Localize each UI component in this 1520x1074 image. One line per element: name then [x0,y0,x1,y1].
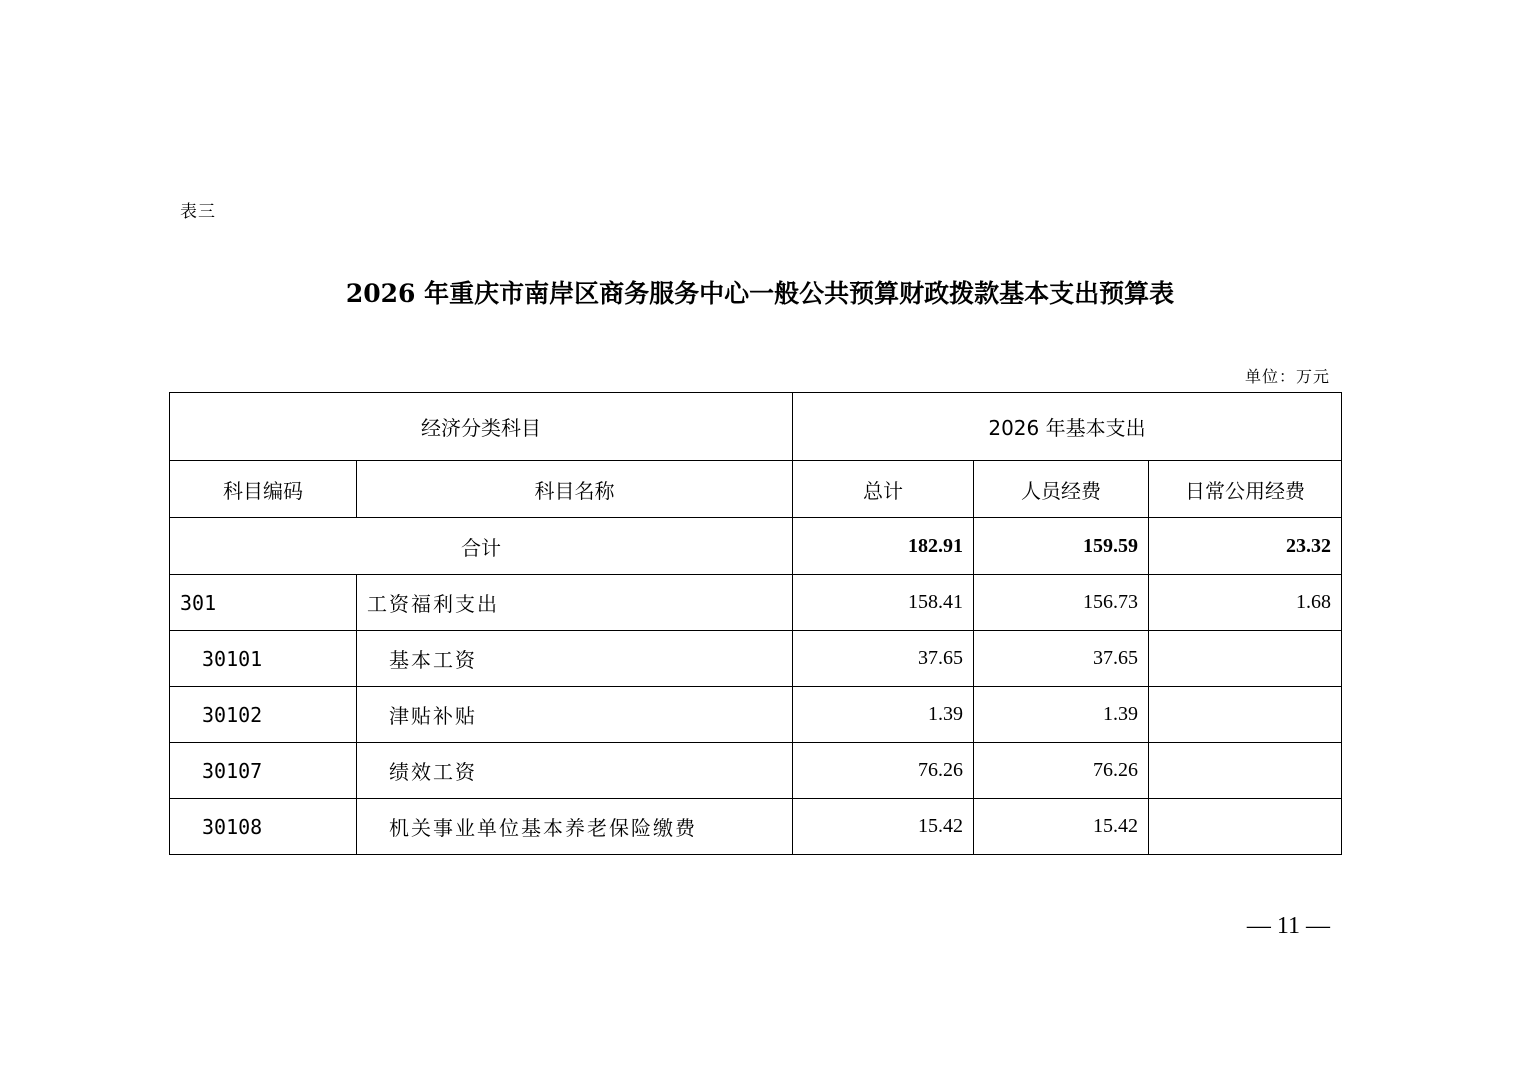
row-name: 津贴补贴 [357,687,793,743]
unit-label: 单位：万元 [1244,367,1330,386]
row-personnel: 76.26 [974,743,1149,799]
summary-personnel: 159.59 [974,518,1149,575]
row-code: 30102 [170,687,357,743]
row-public: 1.68 [1149,575,1342,631]
row-public [1149,687,1342,743]
row-total: 1.39 [793,687,974,743]
table-row [170,575,1342,631]
row-code: 30101 [170,631,357,687]
header-total: 总计 [793,461,974,518]
header-name: 科目名称 [357,461,793,518]
row-code: 30108 [170,799,357,855]
row-total: 76.26 [793,743,974,799]
header-basic-group: 2026 年基本支出 [793,393,1342,461]
table-label: 表三 [180,202,216,222]
header-public: 日常公用经费 [1149,461,1342,518]
header-personnel: 人员经费 [974,461,1149,518]
summary-public: 23.32 [1149,518,1342,575]
row-public [1149,743,1342,799]
page-title: 2026 年重庆市南岸区商务服务中心一般公共预算财政拨款基本支出预算表 [345,279,1175,308]
row-name: 绩效工资 [357,743,793,799]
row-public [1149,799,1342,855]
row-total: 15.42 [793,799,974,855]
table-row [170,799,1342,855]
row-total: 37.65 [793,631,974,687]
header-code: 科目编码 [170,461,357,518]
header-row-group [170,393,1342,461]
row-code: 30107 [170,743,357,799]
table-row [170,743,1342,799]
summary-row [170,518,1342,575]
row-personnel: 1.39 [974,687,1149,743]
header-econ-group: 经济分类科目 [170,393,793,461]
row-name: 工资福利支出 [357,575,793,631]
row-code: 301 [170,575,357,631]
row-name: 机关事业单位基本养老保险缴费 [357,799,793,855]
budget-table [169,392,1342,855]
row-personnel: 15.42 [974,799,1149,855]
row-personnel: 156.73 [974,575,1149,631]
summary-total: 182.91 [793,518,974,575]
row-public [1149,631,1342,687]
header-row-columns [170,461,1342,518]
row-personnel: 37.65 [974,631,1149,687]
row-name: 基本工资 [357,631,793,687]
row-total: 158.41 [793,575,974,631]
table-row [170,631,1342,687]
summary-label: 合计 [170,518,793,575]
page-number: — 11 — [1246,913,1330,939]
table-row [170,687,1342,743]
